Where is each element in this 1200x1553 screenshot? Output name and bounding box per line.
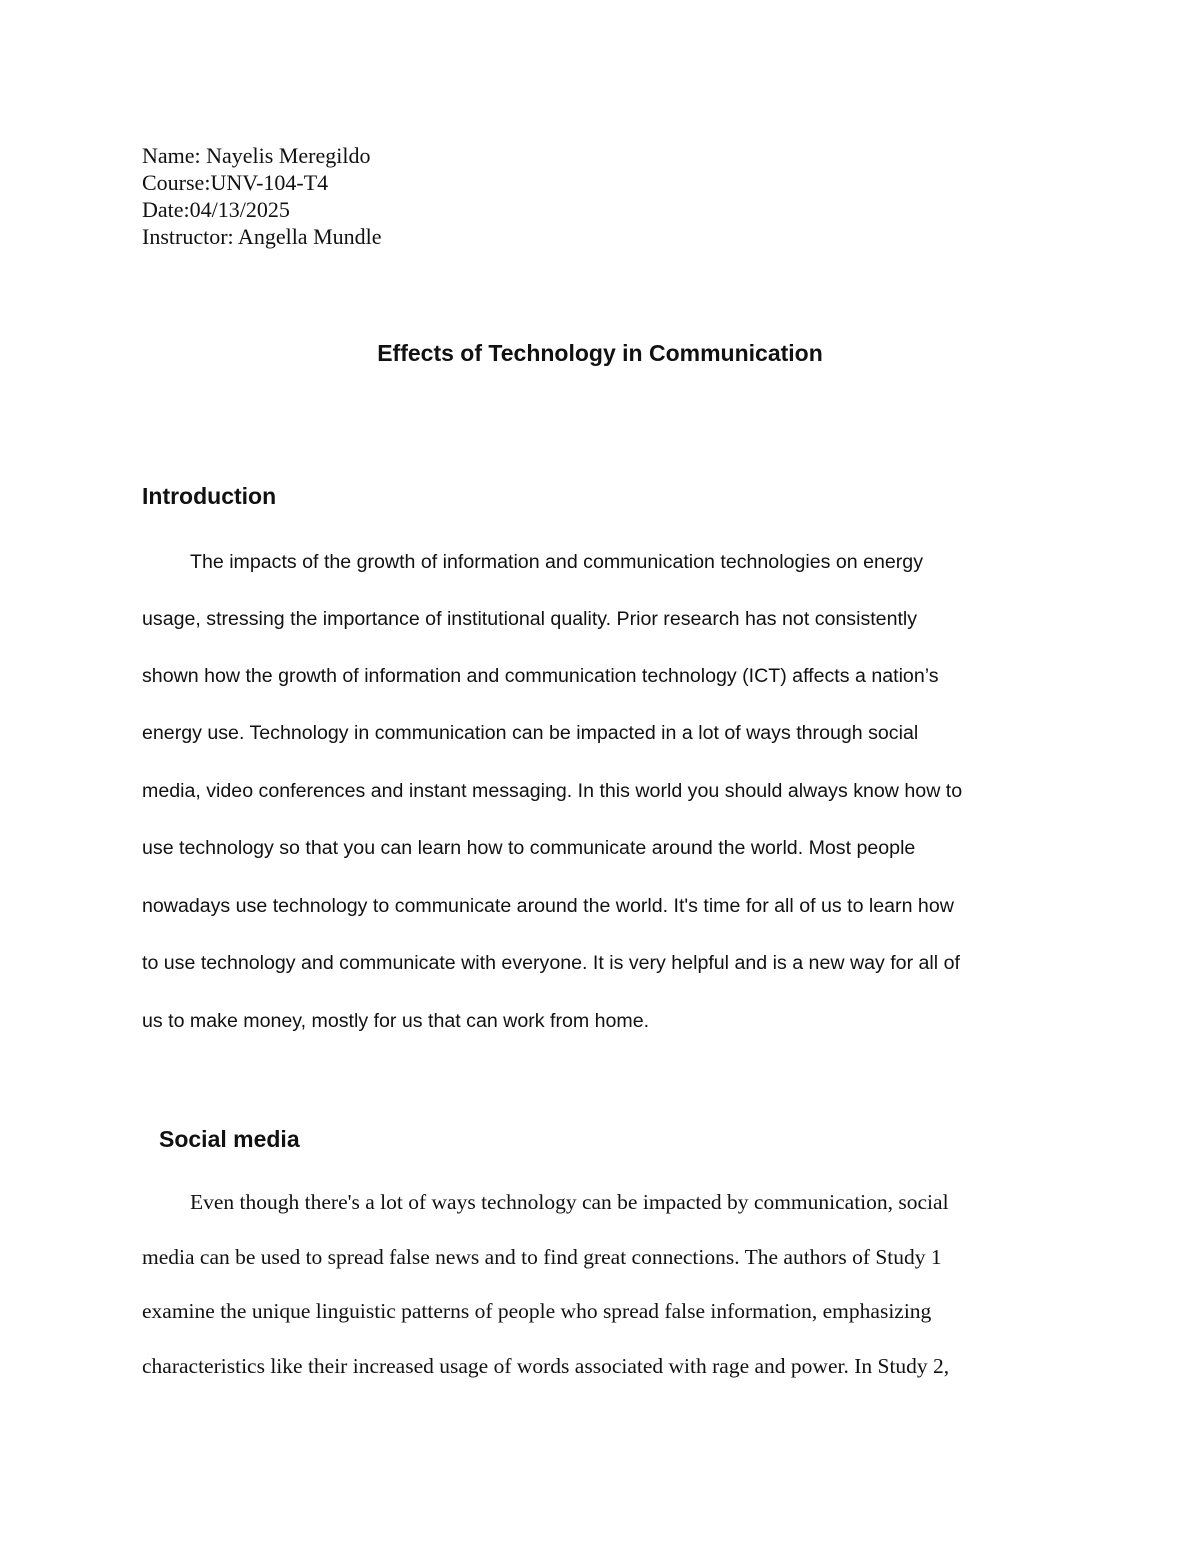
paragraph-line: to use technology and communicate with everyone. It is very helpful and is a new way for all of xyxy=(142,952,960,974)
paragraph-line: characteristics like their increased usage of words associated with rage and power. In Study 2, xyxy=(142,1354,950,1378)
student-info-block xyxy=(142,142,382,250)
paragraph-line: shown how the growth of information and communication technology (ICT) affects a nation’s xyxy=(142,665,939,687)
paragraph-line: usage, stressing the importance of institutional quality. Prior research has not consistently xyxy=(142,608,918,630)
paragraph-line: us to make money, mostly for us that can work from home. xyxy=(142,1010,650,1032)
instructor-name: Instructor: Angella Mundle xyxy=(142,224,382,249)
paragraph-line: media, video conferences and instant messaging. In this world you should always know how to xyxy=(142,780,963,802)
paragraph-line: media can be used to spread false news and to find great connections. The authors of Study 1 xyxy=(142,1245,942,1269)
paragraph-line: The impacts of the growth of information and communication technologies on energy xyxy=(190,551,923,573)
social-media-heading: Social media xyxy=(159,1126,300,1152)
paragraph-line: Even though there's a lot of ways technology can be impacted by communication, social xyxy=(190,1190,949,1214)
submission-date: Date:04/13/2025 xyxy=(142,197,290,222)
paragraph-line: energy use. Technology in communication can be impacted in a lot of ways through social xyxy=(142,722,919,744)
student-name: Name: Nayelis Meregildo xyxy=(142,143,371,168)
paragraph-line: nowadays use technology to communicate around the world. It's time for all of us to learn how xyxy=(142,895,954,917)
paragraph-line: use technology so that you can learn how to communicate around the world. Most people xyxy=(142,837,916,859)
introduction-heading: Introduction xyxy=(142,483,277,509)
paragraph-line: examine the unique linguistic patterns of people who spread false information, emphasizing xyxy=(142,1299,932,1323)
course-code: Course:UNV-104-T4 xyxy=(142,170,329,195)
document-title: Effects of Technology in Communication xyxy=(377,340,823,366)
